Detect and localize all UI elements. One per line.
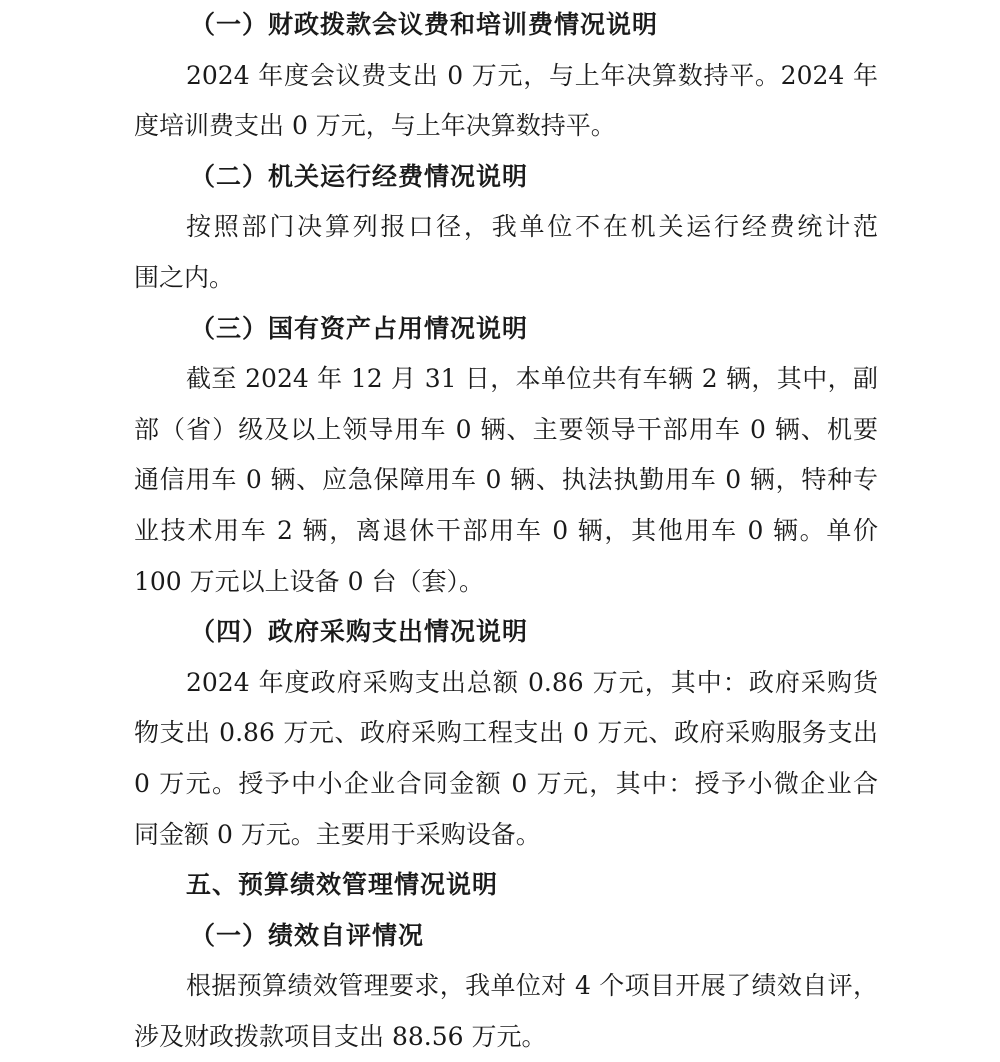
paragraph-line: 2024 年度政府采购支出总额 0.86 万元，其中：政府采购货 — [186, 667, 878, 697]
paragraph-line: 物支出 0.86 万元、政府采购工程支出 0 万元、政府采购服务支出 — [134, 718, 878, 748]
paragraph-line: 涉及财政拨款项目支出 88.56 万元。 — [134, 1021, 547, 1051]
document-page — [134, 0, 878, 1062]
section-heading-procurement: （四）政府采购支出情况说明 — [190, 617, 529, 647]
paragraph-line: 根据预算绩效管理要求，我单位对 4 个项目开展了绩效自评， — [186, 971, 878, 1001]
paragraph-line: 同金额 0 万元。主要用于采购设备。 — [134, 819, 541, 849]
paragraph-line: 部（省）级及以上领导用车 0 辆、主要领导干部用车 0 辆、机要 — [134, 414, 878, 444]
section-heading-self-evaluation: （一）绩效自评情况 — [190, 920, 425, 950]
paragraph-line: 按照部门决算列报口径，我单位不在机关运行经费统计范 — [186, 212, 878, 242]
paragraph-line: 100 万元以上设备 0 台（套）。 — [134, 566, 484, 596]
section-heading-operating-costs: （二）机关运行经费情况说明 — [190, 161, 529, 191]
section-heading-meeting-training: （一）财政拨款会议费和培训费情况说明 — [190, 10, 659, 39]
chapter-heading-performance: 五、预算绩效管理情况说明 — [186, 870, 499, 900]
paragraph-line: 业技术用车 2 辆，离退休干部用车 0 辆，其他用车 0 辆。单价 — [134, 515, 878, 545]
section-heading-state-assets: （三）国有资产占用情况说明 — [190, 313, 529, 343]
paragraph-line: 0 万元。授予中小企业合同金额 0 万元，其中：授予小微企业合 — [134, 768, 878, 798]
paragraph-line: 通信用车 0 辆、应急保障用车 0 辆、执法执勤用车 0 辆，特种专 — [134, 465, 878, 495]
paragraph-line: 度培训费支出 0 万元，与上年决算数持平。 — [134, 111, 616, 141]
paragraph-line: 围之内。 — [134, 262, 235, 292]
paragraph-line: 2024 年度会议费支出 0 万元，与上年决算数持平。2024 年 — [186, 60, 878, 90]
paragraph-line: 截至 2024 年 12 月 31 日，本单位共有车辆 2 辆，其中，副 — [186, 364, 878, 394]
